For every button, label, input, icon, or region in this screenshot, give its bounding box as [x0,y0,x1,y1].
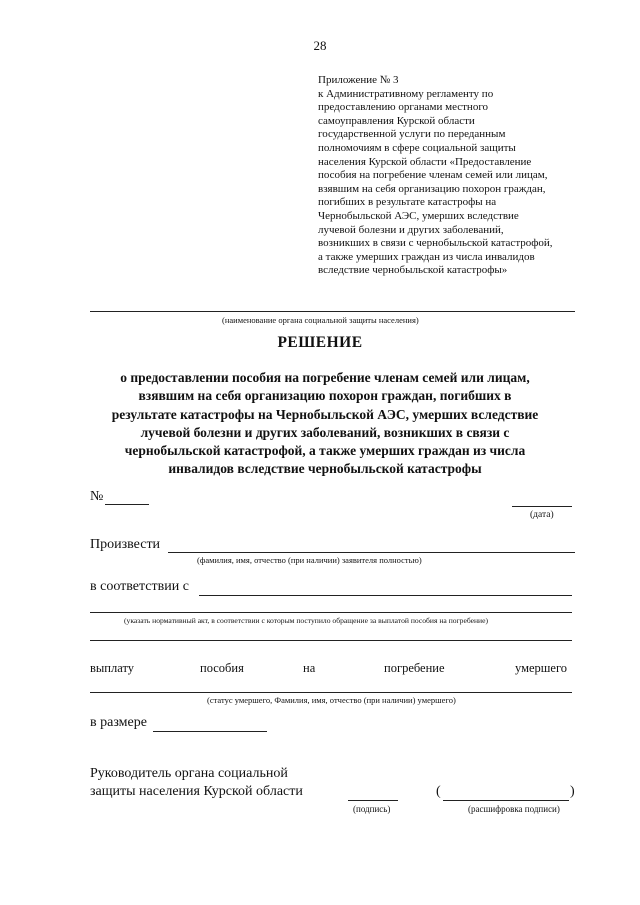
appendix-line: Приложение № 3 [318,74,399,86]
subtitle-line: результате катастрофы на Чернобыльской АЭС, умерших вследствие [111,406,539,422]
appendix-line: населения Курской области «Предоставление [318,155,532,168]
appendix-line: а также умерших граждан из числа инвалидов [318,250,535,263]
subtitle-line: лучевой болезни и других заболеваний, возникших в связи с [140,424,510,440]
amount-field-line[interactable] [153,731,267,732]
decode-field-line[interactable] [443,800,569,801]
organ-caption: (наименование органа социальной защиты населения) [222,315,419,325]
act-field-line[interactable] [90,612,572,613]
subtitle-line: инвалидов вследствие чернобыльской катастрофы [168,461,482,477]
appendix-block [318,74,593,278]
head-title-line2: защиты населения Курской области [90,784,303,799]
produce-label: Произвести [90,537,161,552]
payment-word: выплату [90,661,135,675]
signature-caption: (подпись) [353,804,391,814]
subtitle-line: о предоставлении пособия на погребение членам семей или лицам, [120,370,530,385]
date-caption: (дата) [530,510,554,520]
accordance-label: в соответствии с [90,579,189,594]
number-field-line[interactable] [105,504,149,505]
head-title-line1: Руководитель органа социальной [90,766,288,781]
signature-field-line[interactable] [348,800,398,801]
number-label: № [90,489,104,504]
amount-label: в размере [90,715,147,730]
payment-word: на [303,661,316,675]
act-field-line-2[interactable] [90,640,572,641]
appendix-line: взявшим на себя организацию похорон граждан, [318,182,546,195]
page-number: 28 [313,38,327,53]
document-title: РЕШЕНИЕ [277,334,363,351]
decode-open-paren: ( [436,784,441,799]
appendix-line: пособия на погребение членам семей или лицам, [318,169,548,182]
payment-word: умершего [515,661,568,675]
appendix-line: государственной услуги по переданным [318,128,506,141]
appendix-line: вследствие чернобыльской катастрофы» [318,264,508,277]
date-field-line[interactable] [512,506,572,507]
appendix-line: погибших в результате катастрофы на [318,196,497,209]
act-caption: (указать нормативный акт, в соответствии с которым поступило обращение за выплатой пособия на погребение) [124,616,488,625]
applicant-caption: (фамилия, имя, отчество (при наличии) заявителя полностью) [197,555,422,565]
payment-word: погребение [384,661,445,675]
payment-word: пособия [200,661,244,675]
subtitle-line: взявшим на себя организацию похорон граждан, погибших в [138,388,512,404]
appendix-line: предоставлению органами местного [318,101,489,114]
organ-name-line [90,311,575,312]
accordance-field-line[interactable] [199,595,572,596]
appendix-line: самоуправления Курской области [318,114,475,127]
deceased-field-line[interactable] [90,692,572,693]
applicant-field-line[interactable] [168,552,575,553]
decode-close-paren: ) [570,784,575,799]
deceased-caption: (статус умершего, Фамилия, имя, отчество (при наличии) умершего) [207,695,456,705]
document-subtitle [80,369,570,479]
decode-caption: (расшифровка подписи) [468,804,560,814]
appendix-line: к Административному регламенту по [318,87,494,100]
appendix-line: возникших в связи с чернобыльской катастрофой, [318,237,553,250]
subtitle-line: чернобыльской катастрофой, а также умерших граждан из числа [124,443,526,459]
appendix-line: Чернобыльской АЭС, умерших вследствие [318,209,519,222]
appendix-line: полномочиям в сфере социальной защиты [318,141,516,154]
appendix-line: лучевой болезни и других заболеваний, [318,223,504,236]
